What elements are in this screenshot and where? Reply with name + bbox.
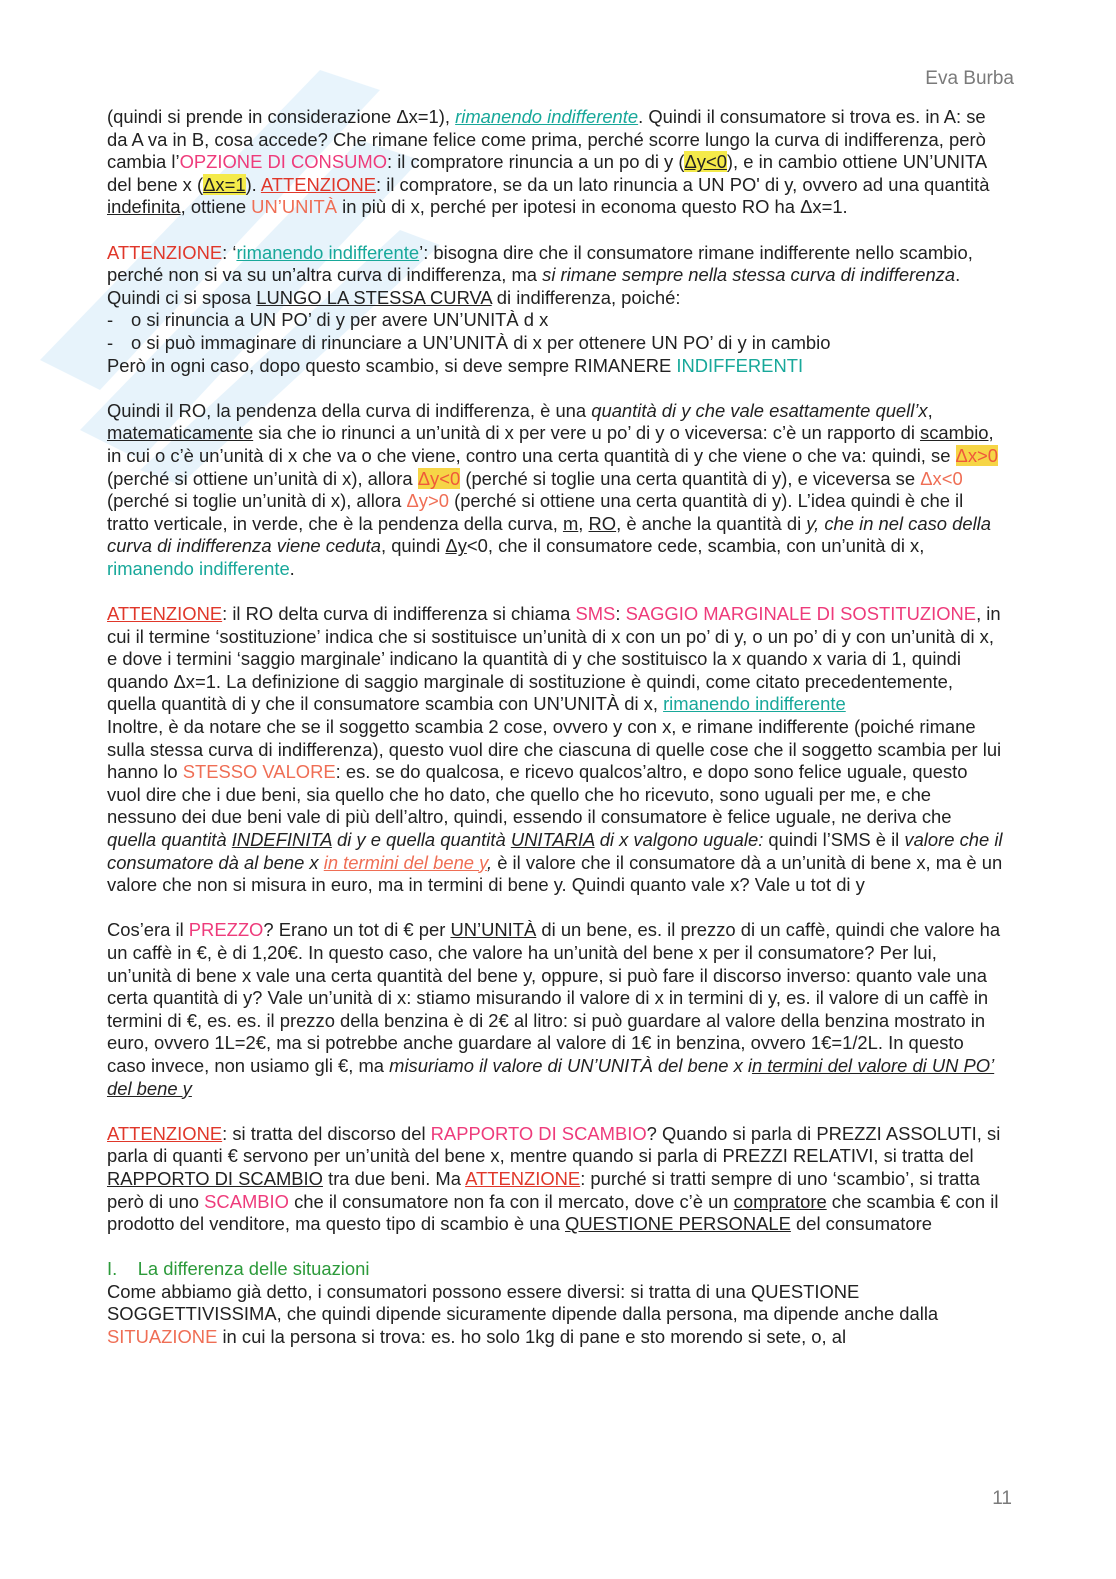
paragraph-4: ATTENZIONE: il RO delta curva di indifferenza si chiama SMS: SAGGIO MARGINALE DI SOSTITUZIONE, in cui il termine ‘sostituzione’ indica che si sostituisce un’unità di x con un po’ di y, o un po’ di y con un’unità di x, e dove i termini ‘saggio marginale’ indicano la quantità di y che sostituisco la x quando x varia di 1, quindi quando Δx=1. La definizione di saggio marginale di sostituzione è quindi, come citato precedentemente, quella quantità di y che il consumatore scambia con UN’UNITÀ di x, rimanendo indifferente bbox=[107, 603, 1001, 715]
paragraph-7: ATTENZIONE: si tratta del discorso del RAPPORTO DI SCAMBIO? Quando si parla di PREZZI ASSOLUTI, si parla di quanti € servono per un’unità del bene x, mentre quando si parla di PREZZI RELATIVI, si tratta del RAPPORTO DI SCAMBIO tra due beni. Ma ATTENZIONE: purché si tratti sempre di uno ‘scambio’, si tratta però di uno SCAMBIO che il consumatore non fa con il mercato, dove c’è un compratore che scambia € con il prodotto del venditore, ma questo tipo di scambio è una QUESTIONE PERSONALE del consumatore bbox=[107, 1122, 1001, 1235]
page-header-author: Eva Burba bbox=[925, 68, 1014, 89]
paragraph-8: Come abbiamo già detto, i consumatori possono essere diversi: si tratta di una QUESTIONE SOGGETTIVISSIMA, che quindi dipende sicuramente dipende dalla persona, ma dipende anche dalla SITUAZIONE in cui la persona si trova: es. ho solo 1kg di pane e sto morendo si sete, o, al bbox=[107, 1280, 939, 1348]
paragraph-2: ATTENZIONE: ‘rimanendo indifferente’: bisogna dire che il consumatore rimane indifferente nello scambio, perché non si va su un’altra curva di indifferenza, ma si rimane sempre nella stessa curva di indifferenza. Quindi ci si sposa LUNGO LA STESSA CURVA di indifferenza, poiché: - o si rinuncia a UN PO’ di y per avere UN’UNITÀ d x - o si può immaginare di rinunciare a UN’UNITÀ di x per ottenere UN PO’ di y in cambio Però in ogni caso, dopo questo scambio, si deve sempre RIMANERE INDIFFERENTI bbox=[107, 242, 1005, 378]
bullet-list bbox=[107, 309, 1005, 354]
list-item: - o si può immaginare di rinunciare a UN’UNITÀ di x per ottenere UN PO’ di y in cambio bbox=[107, 332, 1005, 355]
document-body bbox=[107, 106, 1005, 1371]
list-item: - o si rinuncia a UN PO’ di y per avere UN’UNITÀ d x bbox=[107, 309, 1005, 332]
paragraph-1: (quindi si prende in considerazione Δx=1), rimanendo indifferente. Quindi il consumatore si trova es. in A: se da A va in B, cosa accede? Che rimane felice come prima, perché scorre lungo la curva di indifferenza, però cambia l’OPZIONE DI CONSUMO: il compratore rinuncia a un po di y (Δy<0), e in cambio ottiene UN’UNITA del bene x (Δx=1). ATTENZIONE: il compratore, se da un lato rinuncia a UN PO' di y, ovvero ad una quantità indefinita, ottiene UN’UNITÀ in più di x, perché per ipotesi in economa questo RO ha Δx=1. bbox=[107, 106, 990, 218]
paragraph-3: Quindi il RO, la pendenza della curva di indifferenza, è una quantità di y che vale esattamente quell’x, matematicamente sia che io rinunci a un’unità di x per vere u po’ di y o viceversa: c’è un rapporto di scambio, in cui o c’è un’unità di x che va o che viene, contro una certa quantità di y che viene o che va: quindi, se Δx>0 (perché si ottiene un’unità di x), allora Δy<0 (perché si toglie una certa quantità di y), e viceversa se Δx<0 (perché si toglie un’unità di x), allora Δy>0 (perché si ottiene una certa quantità di y). L’idea quindi è che il tratto verticale, in verde, che è la pendenza della curva, m, RO, è anche la quantità di y, che in nel caso della curva di indifferenza viene ceduta, quindi Δy<0, che il consumatore cede, scambia, con un’unità di x, rimanendo indifferente. bbox=[107, 399, 998, 579]
paragraph-6: Cos’era il PREZZO? Erano un tot di € per UN’UNITÀ di un bene, es. il prezzo di un caffè, quindi che valore ha un caffè in €, è di 1,20€. In questo caso, che valore ha un’unità del bene x per il consumatore? Per lui, un’unità di bene x vale una certa quantità del bene y, oppure, si può fare il discorso inverso: quanto vale una certa quantità di y? Vale un’unità di x: stiamo misurando il valore di x in termini di y, es. il valore di un caffè in termini di €, es. es. il prezzo della benzina è di 2€ al litro: si può guardare al valore della benzina mostrato in euro, ovvero 1L=2€, ma si potrebbe anche guardare al valore di 1€ in benzina, ovvero 1€=1/2L. In questo caso invece, non usiamo gli €, ma misuriamo il valore di UN’UNITÀ del bene x in termini del valore di UN PO’ del bene y bbox=[107, 919, 1001, 1099]
paragraph-5: Inoltre, è da notare che se il soggetto scambia 2 cose, ovvero y con x, e rimane indifferente (poiché rimane sulla stessa curva di indifferenza), questo vuol dire che ciascuna di quelle cose che il soggetto scambia per lui hanno lo STESSO VALORE: es. se do qualcosa, e ricevo qualcos’altro, e dopo sono felice uguale, questo vuol dire che i due beni, sia quello che ho dato, che quello che ho ricevuto, sono uguali per me, e che nessuno dei due beni vale di più dell’altro, quindi, essendo il consumatore è felice uguale, ne deriva che quella quantità INDEFINITA di y e quella quantità UNITARIA di x valgono uguale: quindi l’SMS è il valore che il consumatore dà al bene x in termini del bene y, è il valore che il consumatore dà a un’unità di bene x, ma è un valore che non si misura in euro, ma in termini di bene y. Quindi quanto vale x? Vale u tot di y bbox=[107, 716, 1003, 896]
section-heading: I. La differenza delle situazioni bbox=[107, 1258, 370, 1280]
page-number: 11 bbox=[992, 1488, 1012, 1509]
